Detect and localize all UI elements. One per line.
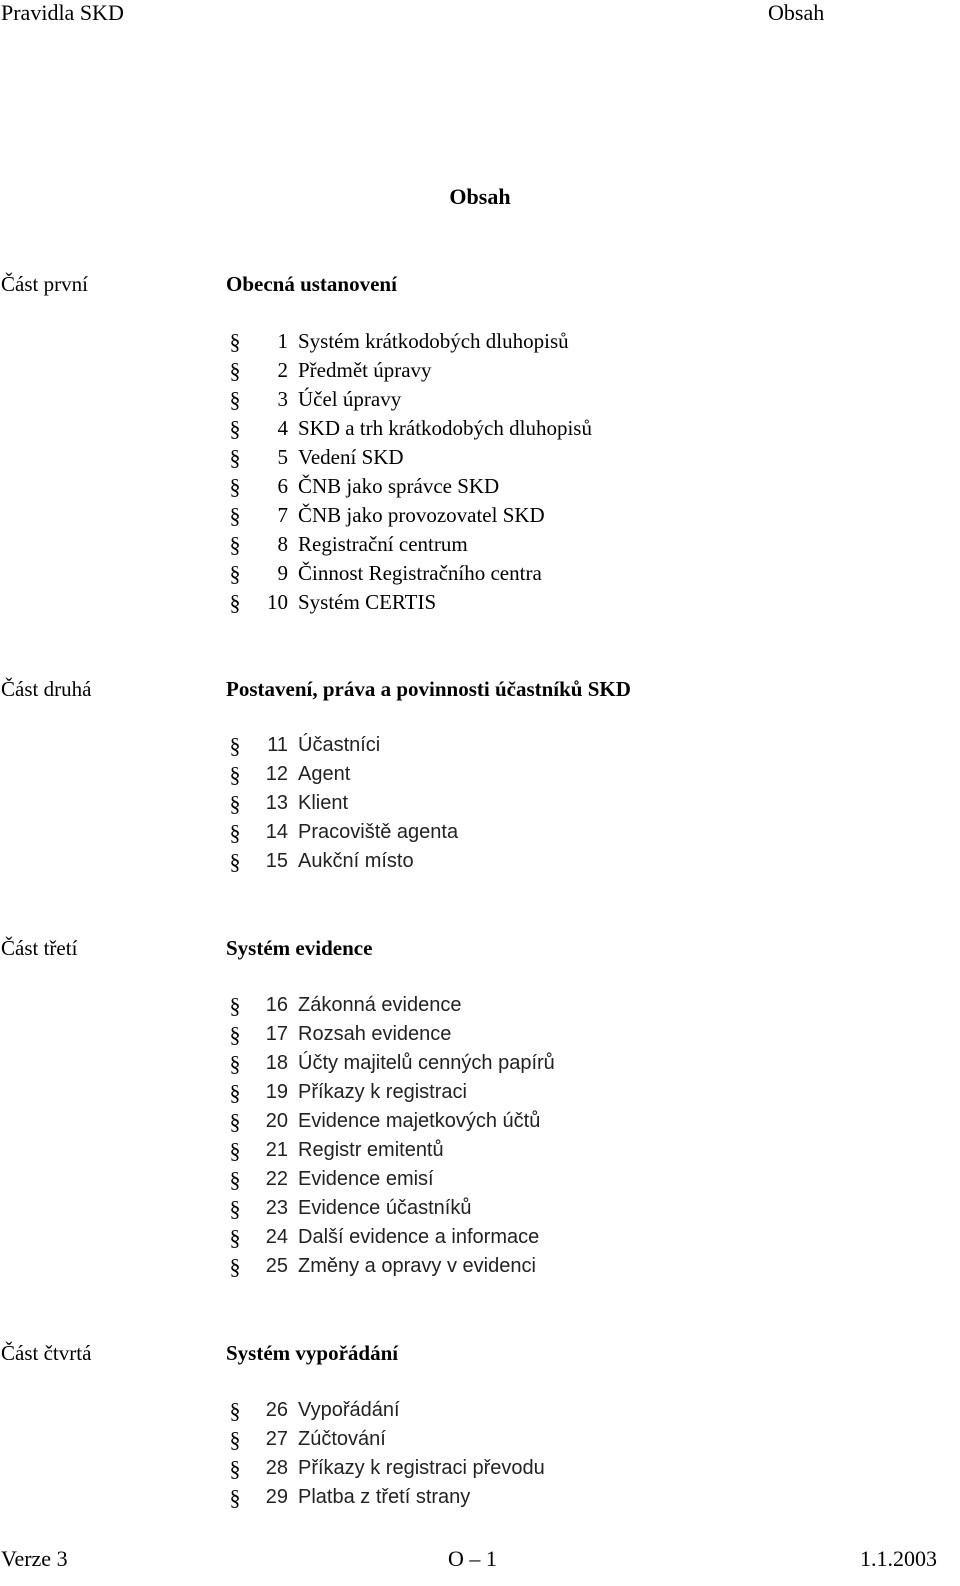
part-title-1: Obecná ustanovení	[226, 272, 397, 296]
toc-list-part-4	[226, 1396, 545, 1512]
header-right: Obsah	[768, 0, 825, 25]
toc-item-number: 21	[265, 1139, 288, 1161]
toc-item-title: Zákonná evidence	[298, 994, 462, 1016]
toc-item-number: 2	[277, 358, 288, 382]
toc-item	[226, 1252, 555, 1281]
footer-page-number: O – 1	[448, 1546, 497, 1571]
toc-item	[226, 1396, 545, 1425]
section-sign: §	[229, 590, 241, 615]
toc-item-title: Vypořádání	[298, 1399, 400, 1421]
toc-item-title: Klient	[298, 792, 349, 814]
toc-item	[226, 472, 592, 501]
section-sign: §	[229, 387, 241, 412]
section-sign: §	[229, 503, 241, 528]
toc-list-part-1	[226, 327, 592, 617]
section-sign: §	[229, 733, 241, 758]
toc-item-number: 3	[277, 387, 288, 411]
footer-date: 1.1.2003	[860, 1546, 937, 1571]
toc-item-number: 26	[265, 1399, 288, 1421]
toc-item-title: Příkazy k registraci	[298, 1081, 467, 1103]
toc-item	[226, 1078, 555, 1107]
section-sign: §	[229, 849, 241, 874]
toc-item-number: 24	[265, 1226, 288, 1248]
toc-item-title: Evidence účastníků	[298, 1197, 472, 1219]
toc-item-number: 22	[265, 1168, 288, 1190]
toc-item	[226, 731, 458, 760]
section-sign: §	[229, 1138, 241, 1163]
toc-item-title: ČNB jako správce SKD	[298, 474, 500, 498]
section-sign: §	[229, 532, 241, 557]
toc-item-title: Rozsah evidence	[298, 1023, 452, 1045]
toc-item	[226, 559, 592, 588]
toc-item	[226, 847, 458, 876]
toc-item-number: 13	[265, 792, 288, 814]
toc-item	[226, 1020, 555, 1049]
toc-item-title: SKD a trh krátkodobých dluhopisů	[298, 416, 592, 440]
part-label-1: Část první	[1, 272, 88, 296]
toc-item	[226, 1454, 545, 1483]
toc-item-number: 27	[265, 1428, 288, 1450]
toc-item	[226, 385, 592, 414]
toc-item-number: 16	[265, 994, 288, 1016]
toc-item-title: Účel úpravy	[298, 387, 402, 411]
toc-item-number: 19	[265, 1081, 288, 1103]
toc-item-number: 1	[277, 329, 288, 353]
toc-item-title: Registr emitentů	[298, 1139, 444, 1161]
section-sign: §	[229, 1080, 241, 1105]
toc-item-number: 29	[265, 1486, 288, 1508]
section-sign: §	[229, 1225, 241, 1250]
toc-item-number: 11	[267, 734, 288, 756]
section-sign: §	[229, 1485, 241, 1510]
toc-item-number: 17	[265, 1023, 288, 1045]
toc-item	[226, 588, 592, 617]
toc-list-part-2	[226, 731, 458, 876]
section-sign: §	[229, 1022, 241, 1047]
section-sign: §	[229, 416, 241, 441]
toc-item-number: 20	[265, 1110, 288, 1132]
section-sign: §	[229, 762, 241, 787]
toc-item-title: Aukční místo	[298, 850, 414, 872]
part-label-3: Část třetí	[1, 936, 78, 960]
section-sign: §	[229, 1109, 241, 1134]
toc-item-title: ČNB jako provozovatel SKD	[298, 503, 545, 527]
toc-item-title: Účty majitelů cenných papírů	[298, 1052, 555, 1074]
toc-item	[226, 991, 555, 1020]
toc-item-title: Zúčtování	[298, 1428, 386, 1450]
toc-item-title: Příkazy k registraci převodu	[298, 1457, 545, 1479]
part-title-3: Systém evidence	[226, 936, 373, 960]
toc-item-number: 14	[265, 821, 288, 843]
toc-list-part-3	[226, 991, 555, 1281]
toc-item-title: Evidence majetkových účtů	[298, 1110, 541, 1132]
toc-item-number: 18	[265, 1052, 288, 1074]
toc-item-title: Systém krátkodobých dluhopisů	[298, 329, 569, 353]
toc-item-title: Předmět úpravy	[298, 358, 432, 382]
section-sign: §	[229, 1427, 241, 1452]
part-title-4: Systém vypořádání	[226, 1341, 399, 1365]
toc-item-number: 8	[277, 532, 288, 556]
toc-item-title: Platba z třetí strany	[298, 1486, 471, 1508]
toc-item-number: 12	[265, 763, 288, 785]
section-sign: §	[229, 358, 241, 383]
page-title: Obsah	[449, 184, 511, 209]
section-sign: §	[229, 445, 241, 470]
header-left: Pravidla SKD	[1, 0, 124, 25]
toc-item-number: 4	[277, 416, 288, 440]
toc-item-number: 6	[277, 474, 288, 498]
toc-item-title: Agent	[298, 763, 351, 785]
section-sign: §	[229, 993, 241, 1018]
toc-item-number: 9	[277, 561, 288, 585]
toc-item	[226, 327, 592, 356]
toc-item-title: Činnost Registračního centra	[298, 561, 542, 585]
toc-item	[226, 501, 592, 530]
toc-item-title: Vedení SKD	[298, 445, 404, 469]
toc-item-title: Systém CERTIS	[298, 590, 437, 614]
section-sign: §	[229, 474, 241, 499]
toc-item	[226, 414, 592, 443]
toc-item-number: 10	[267, 590, 288, 614]
part-label-4: Část čtvrtá	[1, 1341, 92, 1365]
toc-item-number: 25	[265, 1255, 288, 1277]
toc-item-number: 5	[277, 445, 288, 469]
toc-item-number: 15	[265, 850, 288, 872]
toc-item-number: 28	[265, 1457, 288, 1479]
toc-item	[226, 789, 458, 818]
footer-version: Verze 3	[1, 1546, 68, 1571]
section-sign: §	[229, 1398, 241, 1423]
toc-item-title: Změny a opravy v evidenci	[298, 1255, 536, 1277]
toc-item	[226, 530, 592, 559]
toc-item	[226, 1425, 545, 1454]
toc-item	[226, 1049, 555, 1078]
section-sign: §	[229, 1196, 241, 1221]
section-sign: §	[229, 561, 241, 586]
toc-item	[226, 1483, 545, 1512]
toc-item	[226, 1223, 555, 1252]
section-sign: §	[229, 791, 241, 816]
toc-item	[226, 1165, 555, 1194]
toc-item	[226, 818, 458, 847]
toc-item-title: Evidence emisí	[298, 1168, 434, 1190]
part-title-2: Postavení, práva a povinnosti účastníků SKD	[226, 677, 631, 701]
section-sign: §	[229, 1456, 241, 1481]
toc-item-title: Registrační centrum	[298, 532, 468, 556]
toc-item	[226, 1107, 555, 1136]
toc-item	[226, 1194, 555, 1223]
part-label-2: Část druhá	[1, 677, 92, 701]
toc-item	[226, 760, 458, 789]
section-sign: §	[229, 1051, 241, 1076]
toc-item-number: 7	[277, 503, 288, 527]
section-sign: §	[229, 1254, 241, 1279]
toc-item-title: Účastníci	[298, 734, 381, 756]
toc-item-title: Další evidence a informace	[298, 1226, 540, 1248]
toc-item-title: Pracoviště agenta	[298, 821, 459, 843]
section-sign: §	[229, 329, 241, 354]
section-sign: §	[229, 1167, 241, 1192]
toc-item	[226, 356, 592, 385]
toc-item	[226, 443, 592, 472]
section-sign: §	[229, 820, 241, 845]
toc-item	[226, 1136, 555, 1165]
toc-item-number: 23	[265, 1197, 288, 1219]
